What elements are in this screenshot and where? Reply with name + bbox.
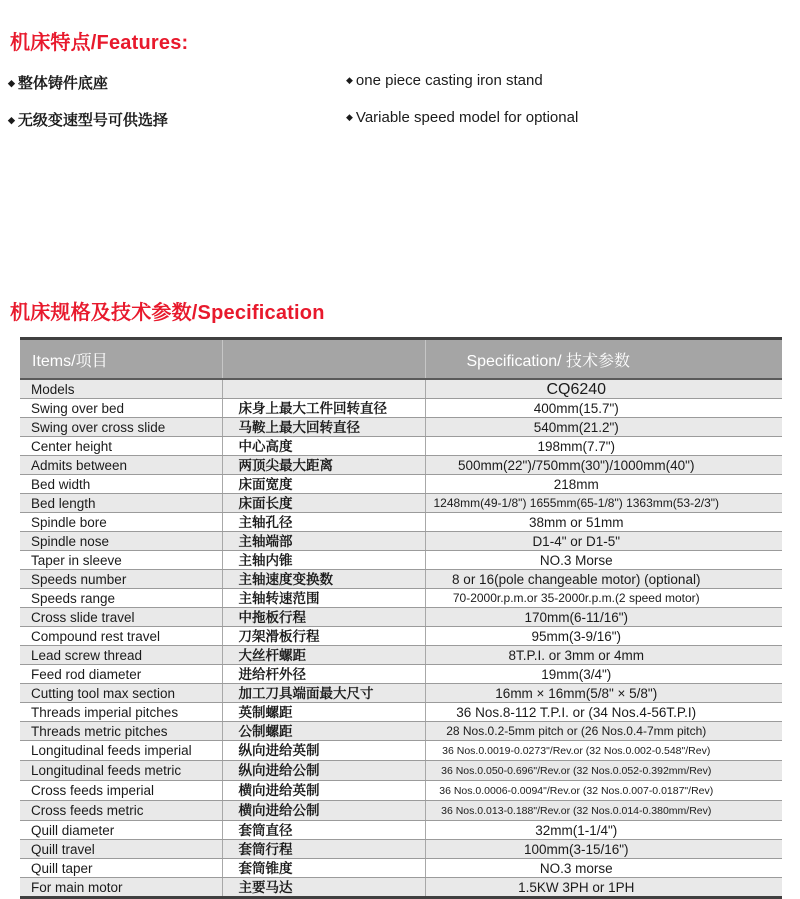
diamond-bullet-icon: ◆ [8, 115, 15, 125]
row-item-en: Models [31, 381, 75, 397]
row-value: 500mm(22")/750mm(30")/1000mm(40") [458, 457, 695, 473]
row-value: 170mm(6-11/16") [524, 609, 629, 625]
row-item-en: Compound rest travel [31, 628, 161, 644]
table-row [20, 821, 782, 840]
diamond-bullet-icon: ◆ [8, 78, 15, 88]
table-row [20, 878, 782, 898]
row-item-zh: 床身上最大工件回转直径 [238, 400, 387, 416]
table-row [20, 859, 782, 878]
row-value: 32mm(1-1/4") [535, 822, 618, 838]
row-value: 400mm(15.7") [533, 400, 619, 416]
diamond-bullet-icon: ◆ [346, 112, 353, 122]
row-item-zh: 进给杆外径 [238, 666, 306, 682]
row-item-zh: 中心高度 [238, 438, 293, 454]
feature-row [8, 72, 792, 93]
row-item-en: Threads metric pitches [31, 723, 168, 739]
row-item-zh: 大丝杆螺距 [238, 647, 306, 663]
table-row [20, 494, 782, 513]
table-row [20, 801, 782, 821]
table-row [20, 475, 782, 494]
row-item-en: Admits between [31, 457, 128, 473]
row-value: 28 Nos.0.2-5mm pitch or (26 Nos.0.4-7mm pitch) [446, 724, 707, 738]
row-value: D1-4" or D1-5" [532, 533, 621, 549]
feature-label-en: one piece casting iron stand [355, 72, 543, 89]
specification-heading: 机床规格及技术参数/Specification [10, 302, 325, 324]
row-item-en: Bed width [31, 476, 91, 492]
row-item-zh: 套筒行程 [238, 841, 293, 857]
row-item-en: Quill travel [31, 841, 95, 857]
row-item-zh: 刀架滑板行程 [238, 628, 320, 644]
row-item-zh: 套筒直径 [238, 822, 293, 838]
features-heading: 机床特点/Features: [10, 32, 189, 54]
row-item-en: For main motor [31, 879, 123, 895]
row-item-zh: 纵向进给英制 [238, 743, 320, 758]
row-value: 16mm × 16mm(5/8" × 5/8") [495, 685, 658, 701]
row-item-en: Longitudinal feeds imperial [31, 743, 192, 758]
row-item-en: Taper in sleeve [31, 552, 122, 568]
row-value: 36 Nos.8-112 T.P.I. or (34 Nos.4-56T.P.I) [456, 704, 697, 720]
row-item-zh: 中拖板行程 [238, 609, 306, 625]
row-item-zh: 横向进给英制 [238, 783, 320, 798]
row-item-zh: 主轴速度变换数 [238, 571, 333, 587]
row-item-en: Spindle bore [31, 514, 107, 530]
table-row [20, 551, 782, 570]
row-item-zh: 主轴转速范围 [238, 590, 320, 606]
row-item-zh: 床面宽度 [238, 476, 293, 492]
row-item-en: Cross feeds imperial [31, 783, 155, 798]
row-item-zh: 套筒锥度 [238, 860, 293, 876]
table-row [20, 513, 782, 532]
spec-table-body [20, 379, 782, 898]
row-item-en: Speeds range [31, 590, 116, 606]
row-item-zh: 纵向进给公制 [238, 763, 320, 778]
row-item-zh: 加工刀具端面最大尺寸 [238, 685, 374, 701]
row-item-en: Feed rod diameter [31, 666, 142, 682]
row-value: 218mm [553, 476, 599, 492]
row-item-en: Bed length [31, 495, 96, 511]
feature-item-zh [8, 72, 346, 93]
table-row [20, 379, 782, 399]
feature-label-en: Variable speed model for optional [355, 109, 579, 126]
row-value: 36 Nos.0.0019-0.0273"/Rev.or (32 Nos.0.002-0.548"/Rev) [442, 745, 711, 757]
row-item-zh: 马鞍上最大回转直径 [238, 419, 360, 435]
feature-row [8, 109, 792, 130]
row-value: 36 Nos.0.0006-0.0094"/Rev.or (32 Nos.0.007-0.0187"/Rev) [439, 785, 714, 797]
table-row [20, 646, 782, 665]
row-value: 1248mm(49-1/8") 1655mm(65-1/8") 1363mm(53-2/3") [433, 496, 720, 510]
row-value: 95mm(3-9/16") [531, 628, 622, 644]
diamond-bullet-icon: ◆ [346, 75, 353, 85]
table-row [20, 665, 782, 684]
row-value: 70-2000r.p.m.or 35-2000r.p.m.(2 speed motor) [452, 591, 700, 605]
features-list [8, 72, 792, 146]
table-row [20, 703, 782, 722]
row-item-zh: 主要马达 [238, 879, 293, 895]
feature-item-en [346, 109, 578, 130]
row-value: 198mm(7.7") [537, 438, 616, 454]
row-value: 36 Nos.0.013-0.188"/Rev.or (32 Nos.0.014-0.380mm/Rev) [441, 805, 712, 817]
feature-label-zh: 整体铸件底座 [17, 75, 108, 92]
table-row [20, 589, 782, 608]
row-item-zh: 床面长度 [238, 495, 293, 511]
row-value: 38mm or 51mm [528, 514, 624, 530]
row-item-zh: 横向进给公制 [238, 803, 320, 818]
row-item-en: Center height [31, 438, 113, 454]
row-value: 36 Nos.0.050-0.696"/Rev.or (32 Nos.0.052-0.392mm/Rev) [441, 765, 712, 777]
row-item-en: Cross slide travel [31, 609, 135, 625]
row-item-en: Cutting tool max section [31, 685, 176, 701]
row-value: 19mm(3/4") [541, 666, 612, 682]
row-value: 100mm(3-15/16") [523, 841, 629, 857]
table-row [20, 570, 782, 589]
table-row [20, 399, 782, 418]
row-item-en: Speeds number [31, 571, 127, 587]
table-row [20, 840, 782, 859]
header-cell-spec: Specification/ 技术参数 [425, 339, 782, 380]
header-cell-items: Items/项目 [20, 339, 222, 380]
feature-item-en [346, 72, 543, 93]
feature-item-zh [8, 109, 346, 130]
row-item-en: Swing over cross slide [31, 419, 166, 435]
row-item-zh: 主轴孔径 [238, 514, 293, 530]
spec-table [20, 337, 782, 899]
row-item-en: Lead screw thread [31, 647, 143, 663]
row-value: 540mm(21.2") [533, 419, 619, 435]
feature-label-zh: 无级变速型号可供选择 [17, 112, 168, 129]
row-item-en: Quill taper [31, 860, 93, 876]
row-value: CQ6240 [546, 380, 607, 398]
table-row [20, 684, 782, 703]
table-row [20, 456, 782, 475]
row-item-en: Quill diameter [31, 822, 115, 838]
row-item-en: Swing over bed [31, 400, 125, 416]
row-value: 8 or 16(pole changeable motor) (optional) [452, 571, 701, 587]
header-cell-empty [222, 339, 425, 380]
row-item-zh: 公制螺距 [238, 723, 293, 739]
table-row [20, 418, 782, 437]
table-row [20, 532, 782, 551]
table-row [20, 722, 782, 741]
table-row [20, 437, 782, 456]
spec-table-header-row [20, 339, 782, 380]
row-value: NO.3 morse [539, 860, 613, 876]
row-item-en: Cross feeds metric [31, 803, 144, 818]
row-value: 8T.P.I. or 3mm or 4mm [508, 647, 645, 663]
row-item-zh: 主轴端部 [238, 533, 293, 549]
row-item-zh: 英制螺距 [238, 704, 293, 720]
table-row [20, 781, 782, 801]
row-item-zh: 两顶尖最大距离 [238, 457, 333, 473]
row-value: 1.5KW 3PH or 1PH [518, 879, 635, 895]
table-row [20, 741, 782, 761]
row-item-en: Spindle nose [31, 533, 110, 549]
table-row [20, 608, 782, 627]
row-item-en: Threads imperial pitches [31, 704, 179, 720]
row-value: NO.3 Morse [539, 552, 613, 568]
table-row [20, 761, 782, 781]
table-row [20, 627, 782, 646]
row-item-en: Longitudinal feeds metric [31, 763, 182, 778]
row-item-zh: 主轴内锥 [238, 552, 293, 568]
